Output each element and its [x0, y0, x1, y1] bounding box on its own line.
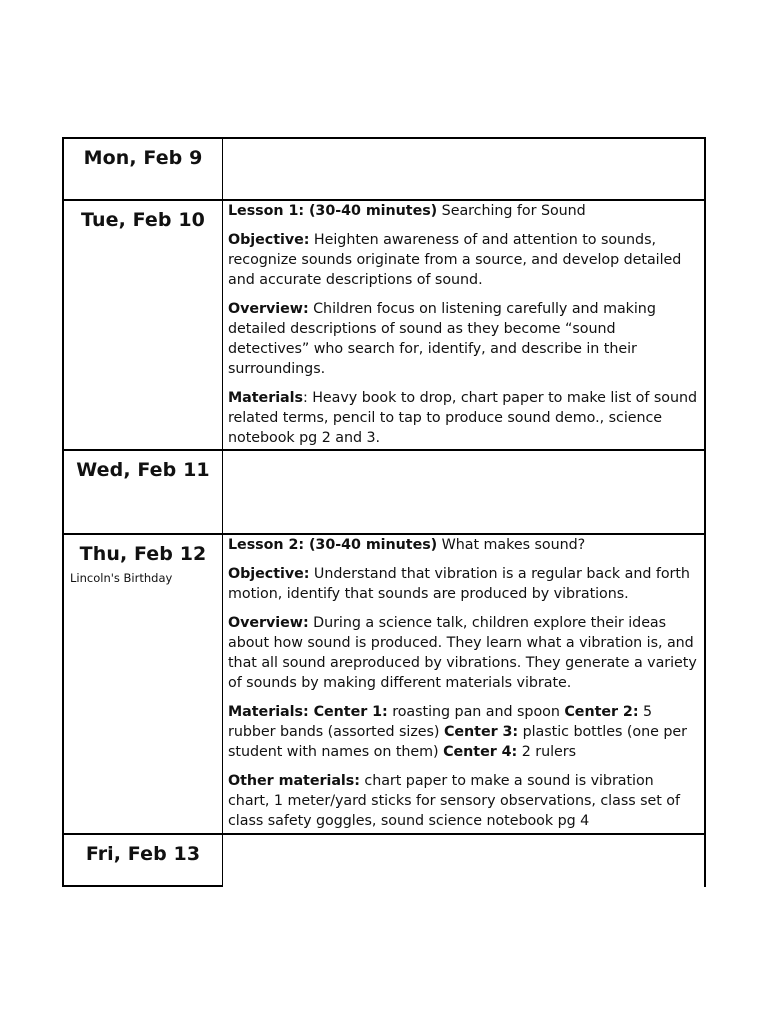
- day-row-mon: [62, 137, 706, 201]
- date-cell: [62, 451, 223, 535]
- day-date: Thu, Feb 12: [79, 543, 207, 565]
- lesson-other-materials: Other materials: chart paper to make a sound is vibration chart, 1 meter/yard sticks for sensory observations, class set of class safety goggles, sound science notebook pg 4: [228, 773, 680, 829]
- date-cell: [62, 835, 223, 887]
- day-date: Mon, Feb 9: [83, 147, 203, 169]
- holiday-note: Lincoln's Birthday: [70, 571, 173, 585]
- lesson-materials: Materials: Heavy book to drop, chart paper to make list of sound related terms, pencil to tap to produce sound demo., science notebook pg 2 and 3.: [228, 390, 697, 446]
- lesson-materials: Materials: Center 1: roasting pan and spoon Center 2: 5 rubber bands (assorted sizes) Center 3: plastic bottles (one per student with names on them) Center 4: 2 rulers: [228, 704, 687, 760]
- lesson-overview: Overview: Children focus on listening carefully and making detailed descriptions of sound as they become “sound detectives” who search for, identify, and describe in their surroundings.: [228, 301, 656, 377]
- day-date: Wed, Feb 11: [76, 459, 210, 481]
- day-date: Fri, Feb 13: [85, 843, 201, 865]
- content-cell: [222, 451, 706, 535]
- lesson-objective: Objective: Understand that vibration is a regular back and forth motion, identify that sounds are produced by vibrations.: [228, 566, 690, 602]
- table-bottom-border: [62, 885, 222, 887]
- lesson-1-cell: [222, 201, 706, 451]
- date-cell: [62, 139, 223, 201]
- lesson-objective: Objective: Heighten awareness of and attention to sounds, recognize sounds originate from a source, and develop detailed and accurate descriptions of sound.: [228, 232, 682, 288]
- day-row-fri: [62, 833, 706, 887]
- lesson-overview: Overview: During a science talk, children explore their ideas about how sound is produced. They learn what a vibration is, and that all sound areproduced by vibrations. They generate a variety of sounds by making different materials vibrate.: [228, 615, 697, 691]
- content-cell: [222, 835, 706, 887]
- day-row-tue: [62, 199, 706, 451]
- date-cell: [62, 201, 223, 451]
- lesson-title: Lesson 2: (30-40 minutes) What makes sound?: [228, 537, 586, 553]
- date-cell: [62, 535, 223, 835]
- lesson-title: Lesson 1: (30-40 minutes) Searching for Sound: [228, 203, 586, 219]
- lesson-2-cell: [222, 535, 706, 835]
- content-cell: [222, 139, 706, 201]
- day-row-wed: [62, 449, 706, 535]
- day-date: Tue, Feb 10: [81, 209, 205, 231]
- day-row-thu: [62, 533, 706, 835]
